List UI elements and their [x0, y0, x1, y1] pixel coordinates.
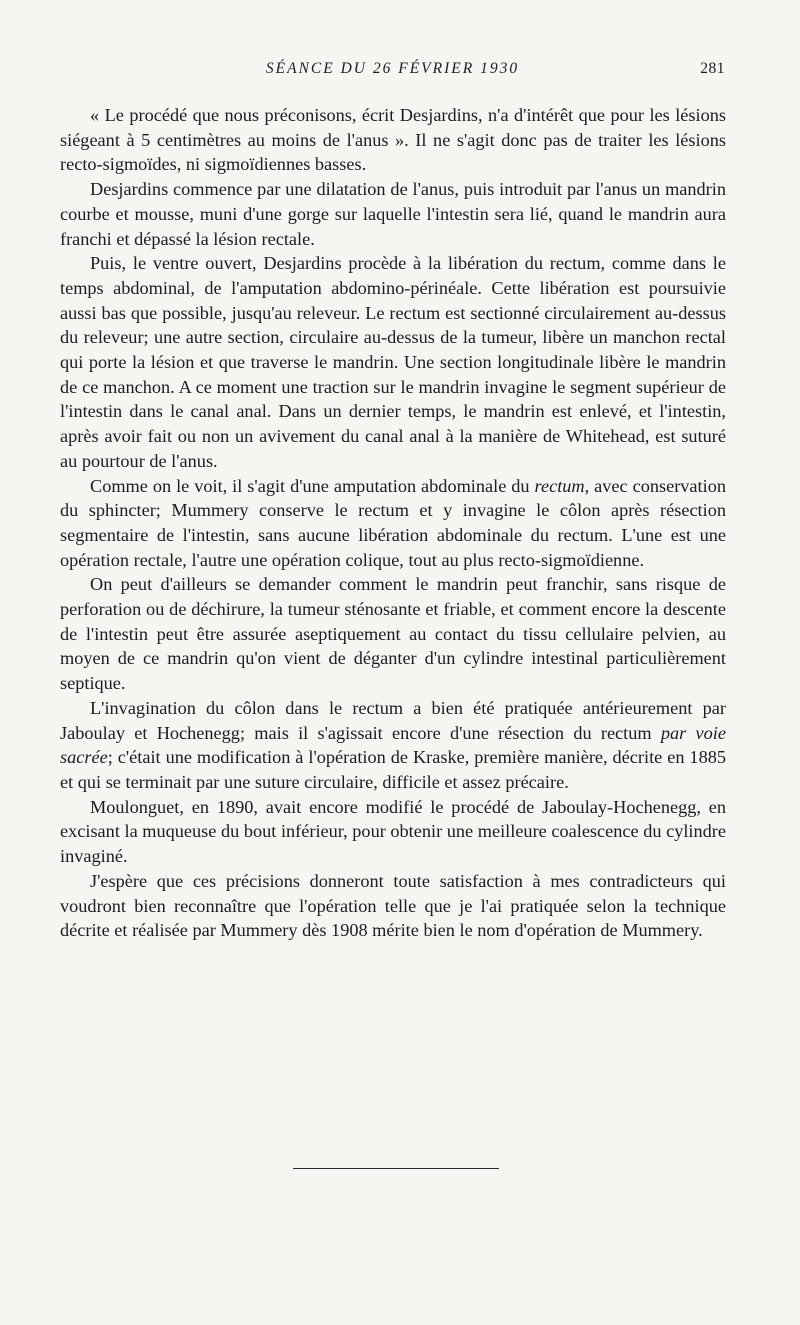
italic-term: par voie sacrée — [60, 722, 726, 768]
paragraph-text: On peut d'ailleurs se demander comment le mandrin peut franchir, sans risque de perforation ou de déchirure, la tumeur sténosante et friable, et comment encore la descente de l'intestin peut être assurée aseptiquement au contact du tissu cellulaire pelvien, au moyen de ce mandrin qu'on vient de déganter d'un cylindre intestinal particulièrement septique. — [60, 574, 726, 694]
paragraph-1 — [60, 103, 726, 177]
paragraph-text: Desjardins commence par une dilatation de l'anus, puis introduit par l'anus un mandrin courbe et mousse, muni d'une gorge sur laquelle l'intestin sera lié, quand le mandrin aura franchi et dépassé la lésion rectale. — [60, 179, 726, 249]
paragraph-text: , avec conservation du sphincter; Mummery conserve le rectum et y invagine le côlon après résection segmentaire de l'intestin, sans aucune libération abdominale du rectum. L'une est une opération rectale, l'autre une opération colique, tout au plus recto-sigmoïdienne. — [60, 475, 726, 570]
running-head — [60, 60, 725, 84]
paragraph-text: ; c'était une modification à l'opération de Kraske, première manière, décrite en 1885 et qui se terminait par une suture circulaire, difficile et assez précaire. — [60, 747, 726, 792]
paragraph-text: J'espère que ces précisions donneront toute satisfaction à mes contradicteurs qui voudront bien reconnaître que l'opération telle que je l'ai pratiquée selon la technique décrite et réalisée par Mummery dès 1908 mérite bien le nom d'opération de Mummery. — [60, 870, 726, 941]
paragraph-8 — [60, 869, 726, 943]
body-text — [60, 103, 726, 943]
paragraph-text: Puis, le ventre ouvert, Desjardins procède à la libération du rectum, comme dans le temps abdominal, de l'amputation abdomino-périnéale. Cette libération est poursuivie aussi bas que possible, jusqu'au releveur. Le rectum est sectionné circulairement au-dessus du releveur; une autre section, circulaire au-dessus de la tumeur, libère un manchon rectal qui porte la lésion et que traverse le mandrin. Une section longitudinale libère le mandrin de ce manchon. A ce moment une traction sur le mandrin invagine le segment supérieur de l'intestin dans le canal anal. Dans un dernier temps, le mandrin est enlevé, et l'intestin, après avoir fait ou non un avivement du canal anal à la manière de Whitehead, est suturé au pourtour de l'anus. — [60, 253, 726, 471]
paragraph-2 — [60, 177, 726, 251]
page-number: 281 — [700, 60, 725, 77]
paragraph-7 — [60, 795, 726, 869]
paragraph-text: « Le procédé que nous préconisons, écrit Desjardins, n'a d'intérêt que pour les lésions siégeant à 5 centimètres au moins de l'anus ». Il ne s'agit donc pas de traiter les lésions recto-sigmoïdes, ni sigmoïdiennes basses. — [60, 105, 726, 175]
end-rule-divider — [293, 1168, 499, 1169]
paragraph-6 — [60, 696, 726, 795]
italic-term: rectum — [534, 475, 585, 496]
paragraph-5 — [60, 572, 726, 696]
paragraph-text: Comme on le voit, il s'agit d'une amputation abdominale du — [90, 475, 535, 496]
paragraph-text: L'invagination du côlon dans le rectum a bien été pratiquée antérieurement par Jaboulay et Hochenegg; mais il s'agissait encore d'une résection du rectum — [60, 697, 726, 743]
paragraph-text: Moulonguet, en 1890, avait encore modifié le procédé de Jaboulay-Hochenegg, en excisant la muqueuse du bout inférieur, pour obtenir une meilleure coalescence du cylindre invaginé. — [60, 796, 726, 867]
running-title: SÉANCE DU 26 FÉVRIER 1930 — [265, 60, 520, 77]
paragraph-3 — [60, 251, 726, 473]
paragraph-4 — [60, 474, 726, 573]
